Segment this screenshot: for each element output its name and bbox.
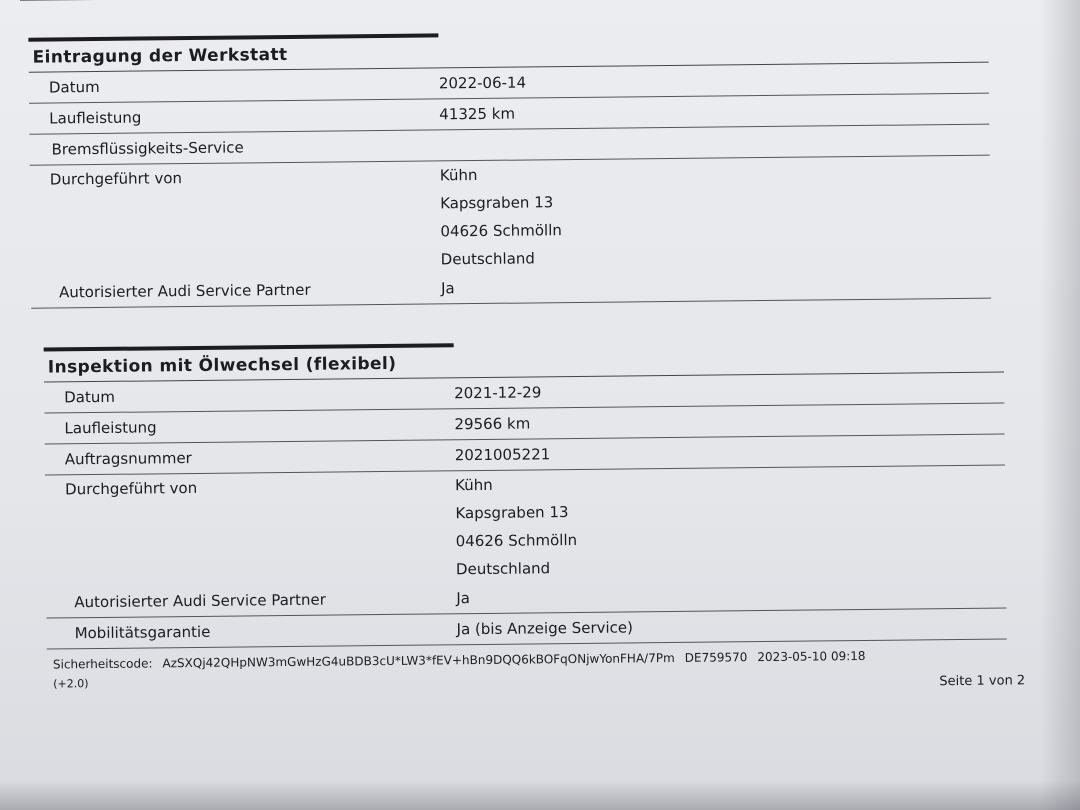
mileage-value: 29566 km	[454, 414, 531, 434]
security-code-label: Sicherheitscode:	[52, 656, 153, 672]
inspection-section	[44, 338, 1007, 650]
footer-bottom-line	[53, 667, 1033, 690]
security-code-value: AzSXQj42QHpNW3mGwHzG4uBDB3cU*LW3*fEV+hBn9DQQ6kBOFqONjwYonFHA/7Pm	[162, 650, 675, 671]
address-line: 04626 Schmölln	[455, 530, 578, 551]
mobility-guarantee-value: Ja (bis Anzeige Service)	[456, 618, 634, 639]
mileage-label: Laufleistung	[49, 108, 142, 128]
order-number-label: Auftragsnummer	[64, 449, 192, 469]
address-line: 04626 Schmölln	[440, 221, 562, 241]
page-edge-shadow	[1040, 0, 1080, 810]
address-line: Deutschland	[440, 249, 535, 269]
mileage-value: 41325 km	[439, 104, 516, 124]
page-number: Seite 1 von 2	[939, 673, 1026, 690]
date-label: Datum	[48, 77, 100, 97]
version-label: (+2.0)	[53, 677, 89, 691]
page-bottom-shadow	[0, 780, 1080, 810]
document-footer	[53, 647, 1033, 690]
address-line: Deutschland	[455, 559, 551, 579]
partner-value: Ja	[456, 589, 471, 608]
mobility-guarantee-label: Mobilitätsgarantie	[74, 622, 211, 643]
document-id: DE759570	[684, 650, 748, 665]
partner-value: Ja	[440, 279, 455, 298]
performed-by-label: Durchgeführt von	[49, 169, 183, 189]
timestamp: 2023-05-10 09:18	[757, 648, 866, 665]
address-line: Kühn	[439, 166, 478, 185]
address-line: Kühn	[455, 475, 493, 495]
service-type-label: Bremsflüssigkeits-Service	[51, 138, 244, 159]
workshop-entry-section	[28, 28, 991, 309]
performed-by-label: Durchgeführt von	[65, 478, 198, 499]
partner-label: Autorisierter Audi Service Partner	[74, 590, 326, 612]
section-title: Eintragung der Werkstatt	[28, 32, 988, 73]
date-value: 2021-12-29	[454, 383, 542, 403]
order-number-value: 2021005221	[454, 445, 551, 465]
date-label: Datum	[64, 387, 116, 407]
address-line: Kapsgraben 13	[455, 503, 569, 523]
date-value: 2022-06-14	[438, 73, 527, 93]
address-line: Kapsgraben 13	[440, 193, 554, 213]
partner-label: Autorisierter Audi Service Partner	[58, 280, 311, 302]
section-title: Inspektion mit Ölwechsel (flexibel)	[44, 342, 1004, 383]
divider	[20, 0, 960, 1]
mileage-label: Laufleistung	[64, 418, 157, 438]
